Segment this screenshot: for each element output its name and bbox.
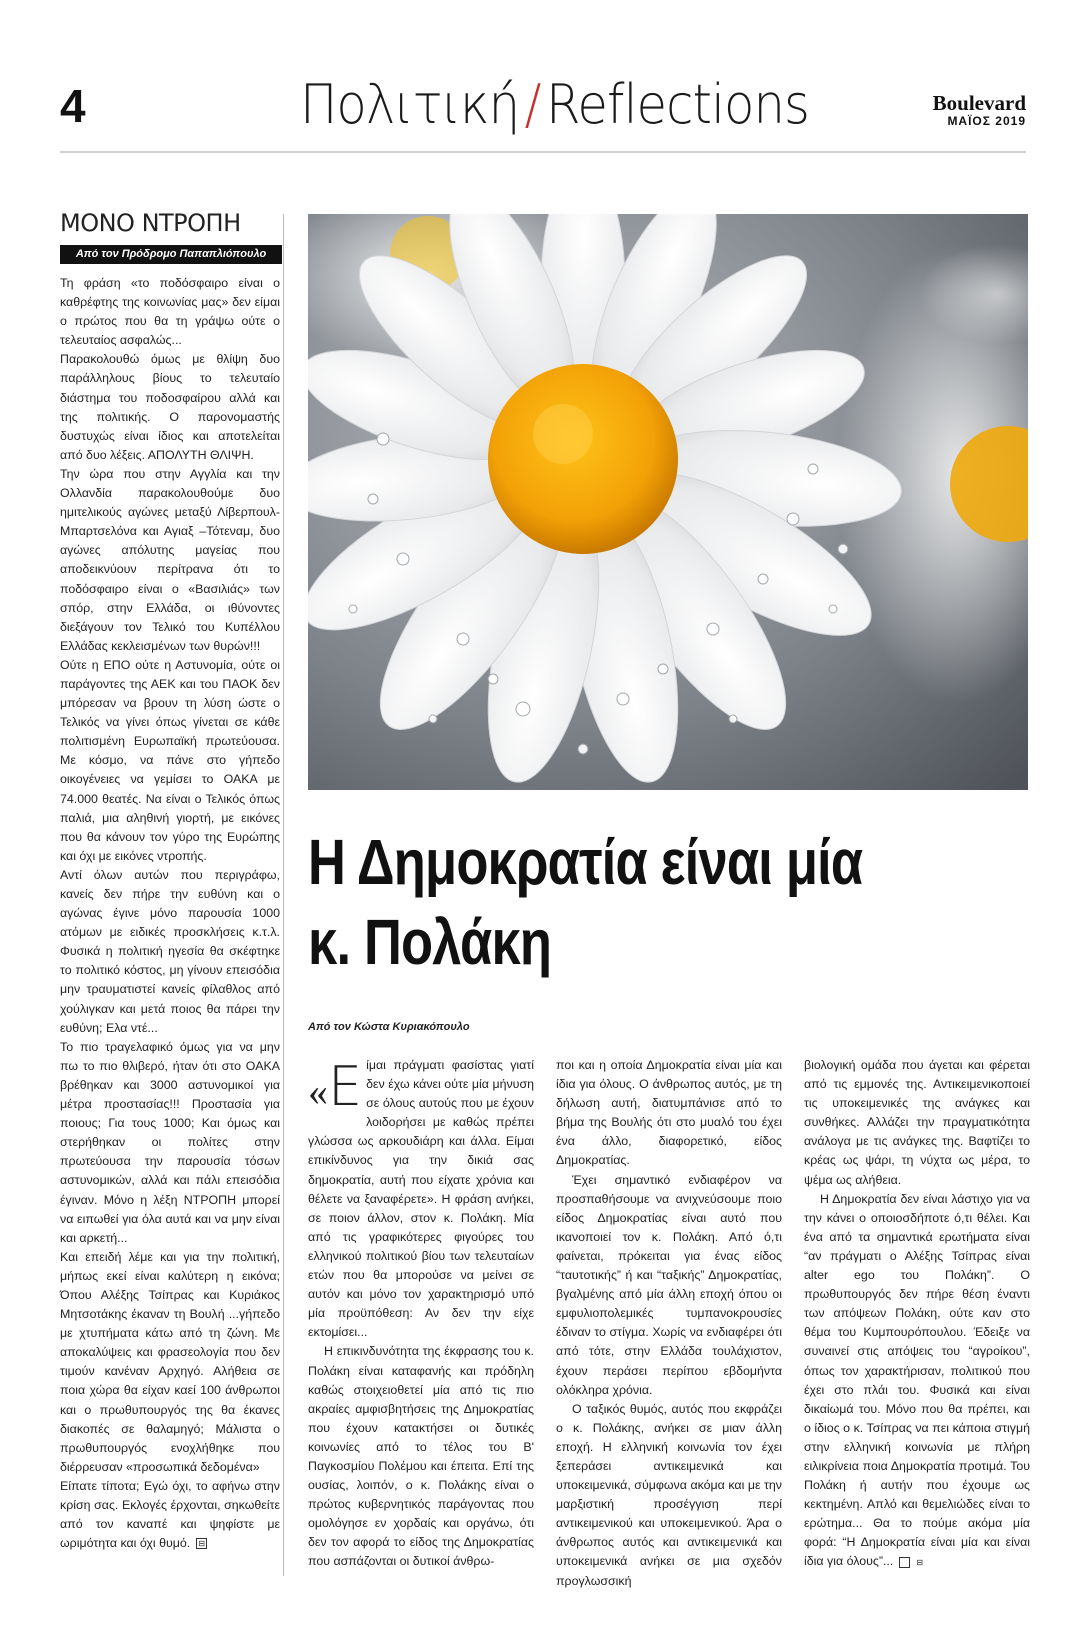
headline-line-2: κ. Πολάκη xyxy=(308,906,552,978)
opening-quote-mark: « xyxy=(308,1069,328,1114)
daisy-image xyxy=(308,214,1028,790)
article-column-2 xyxy=(556,1056,782,1591)
article-paragraph: ποι και η οποία Δημοκρατία είναι μία και ίδια για όλους. Ο άνθρωπος αυτός, με τη δήλωση αυτή, διατυμπάνισε από το βήμα της Βουλής ότι στο μυαλό του έχει ένα άλλο, διαφορετικό, είδος Δημοκρατίας. xyxy=(556,1058,782,1168)
article-paragraph: Ο ταξικός θυμός, αυτός που εκφράζει ο κ. Πολάκης, ανήκει σε μιαν άλλη εποχή. Η ελληνική κοινωνία τον έχει ξεπεράσει αντικειμενικά και υποκειμενικά, σύμφωνα ακόμα και με την μαρξιστική προσέγγιση περί αντικειμενικού και υποκειμενικού. Άρα ο άνθρωπος αυτός και αντικειμενικά και υποκειμενικά ανήκει σε μια σχεδόν προγλωσσική xyxy=(556,1401,782,1588)
left-paragraph: Ούτε η ΕΠΟ ούτε η Αστυνομία, ούτε οι παράγοντες της ΑΕΚ και του ΠΑΟΚ δεν μπόρεσαν να βρουν τη λύση ώστε ο Τελικός να γίνει όπως γίνεται σε κάθε πολιτισμένη Ευρωπαϊκή πρωτεύουσα. Με κόσμο, να πάνε στο γήπεδο οικογένειες να γεμίσει το ΟΑΚΑ με 74.000 θεατές. Να είναι ο Τελικός όπως παλιά, μια αληθινή γιορτή, με εικόνες που θα κάνουν τον γύρο της Ευρώπης και όχι με εικόνες ντροπής. xyxy=(60,657,280,863)
main-article-byline: Από τον Κώστα Κυριακόπουλο xyxy=(308,1021,470,1033)
end-of-article-icon: ⊟ xyxy=(899,1557,910,1568)
article-paragraph: Έχει σημαντικό ενδιαφέρον να προσπαθήσουμε να ανιχνεύσουμε ποιο είδος Δημοκρατίας είναι αυτό που ικανοποιεί τον κ. Πολάκη. Από ό,τι φαίνεται, πρόκειται για ένας είδος “ταυτοτικής” ή και “ταξικής” Δημοκρατίας, βγαλμένης από μία άλλη εποχή όπου οι εμφυλιοπολεμικές τυμπανοκρουσίες έδιναν το στίγμα. Χωρίς να ενδιαφέρει ότι από τότε, στην Ελλάδα τουλάχιστον, έχουν περάσει περίπου εβδομήντα ολόκληρα χρόνια. xyxy=(556,1172,782,1397)
article-column-1 xyxy=(308,1056,534,1572)
left-article-title: ΜΟΝΟ ΝΤΡΟΠΗ xyxy=(60,209,241,237)
article-paragraph xyxy=(804,1190,1030,1572)
end-of-article-icon: ⊟ xyxy=(196,1538,207,1549)
left-paragraph: Και επειδή λέμε και για την πολιτική, μήπως εκεί είναι καλύτερη η εικόνα; Όπου Αλέξης Τσίπρας και Κυριάκος Μητσοτάκης έκαναν τη Βουλή ...γήπεδο με χτυπήματα κάτω από τη ζώνη. Με αποκαλύψεις και φρασεολογία που δεν τιμούν κανέναν Αρχηγό. Αλήθεια σε ποια χώρα θα είχαν καεί 100 άνθρωποι και ο πρωθυπουργός της θα έκανες διακοπές σε θαλαμηγό; Μάλιστα ο πρωθυπουργός ενοχλήθηκε που διέρρευσαν «προσωπικά δεδομένα» xyxy=(60,1249,280,1474)
section-title-greek: Πολιτική xyxy=(300,73,520,136)
main-headline xyxy=(308,822,898,982)
drop-cap-group xyxy=(308,1055,363,1118)
page-number: 4 xyxy=(60,80,86,132)
left-article-byline: Από τον Πρόδρομο Παπαπλιόπουλο xyxy=(60,245,282,264)
left-paragraph: Την ώρα που στην Αγγλία και την Ολλανδία παρακολουθούμε δυο ημιτελικούς αγώνες μεταξύ Λίβερπουλ-Μπαρτσελόνα και Αγιαξ –Τότεναμ, δυο αγώνες απόλυτης μαγείας που αποδεικνύουν περίτρανα ότι το ποδόσφαιρο είναι ο «Βασιλιάς» των σπόρ, στην Ελλάδα, οι ιθύνοντες διεξάγουν τον Τελικό του Κυπέλλου Ελλάδας κεκλεισμένων των θυρών!!! xyxy=(60,466,280,653)
article-column-3 xyxy=(804,1056,1030,1572)
brand-name: Boulevard xyxy=(932,91,1026,115)
headline-line-1: Η Δημοκρατία είναι μία xyxy=(308,826,863,898)
left-paragraph xyxy=(60,1477,280,1553)
section-slash: / xyxy=(524,73,541,136)
article-paragraph: Η επικινδυνότητα της έκφρασης του κ. Πολάκη είναι καταφανής και πρόδηλη καθώς στοιχειοθετεί μία από τις πιο ακραίες αμφισβητήσεις της Δημοκρατίας που έχουν κατακτήσει οι δυτικές κοινωνίες από το τέλος του Β' Παγκοσμίου Πολέμου και έπειτα. Επί της ουσίας, λοιπόν, ο κ. Πολάκης είναι ο πρώτος κυβερνητικός παράγοντας που ομολόγησε εν χορδαίς και οργάνω, ότι δεν τον αφορά το είδος της Δημοκρατίας που ασπάζονται οι δυτικοί άνθρω- xyxy=(308,1344,534,1569)
section-title-english: Reflections xyxy=(546,73,809,136)
left-paragraph-text: Είπατε τίποτα; Εγώ όχι, το αφήνω στην κρίση σας. Εκλογές έρχονται, σηκωθείτε από τον καναπέ και ψηφίστε με ωριμότητα και όχι θυμό. xyxy=(60,1478,280,1551)
header-divider xyxy=(60,151,1026,153)
article-paragraph: ίμαι πράγματι φασίστας γιατί δεν έχω κάνει ούτε μία μήνυση σε όλους αυτούς που με έχουν λοιδορήσει με καθώς πρέπει γλώσσα ως αρκουδιάρη και άλλα. Είμαι επικίνδυνος για την δικιά σας δημοκρατία, αυτή που είχατε χρόνια και θέλετε να ξαναφέρετε». Η φράση ανήκει, σε ποιον άλλον, στον κ. Πολάκη. Μία από τις γραφικότερες φιγούρες του ελληνικού πολιτικού βίου των τελευταίων ετών που θα μπορούσε να μείνει σε αυτόν και μόνο τον χαρακτηρισμό υπό μία προϋπόθεση: Αν δεν την είχε εκτομίσει... xyxy=(308,1058,534,1340)
left-article-body xyxy=(60,274,280,1553)
left-paragraph: Αντί όλων αυτών που περιγράφω, κανείς δεν πήρε την ευθύνη και ο αγώνας έγινε μόνο παρουσία 1000 ατόμων με ειδικές προσκλήσεις κ.τ.λ. Φυσικά η πολιτική ηγεσία θα σκέφτηκε το πολιτικό κόστος, μη γίνουν επεισόδια μην τραυματιστεί κανείς φίλαθλος από χούλιγκαν και μετά ποιος θα πάρει την ευθύνη; Ελα ντέ... xyxy=(60,867,280,1035)
left-paragraph: Παρακολουθώ όμως με θλίψη δυο παράλληλους βίους το τελευταίο διάστημα του ποδοσφαίρου αλλά και της πολιτικής. Ο παρονομαστής δυστυχώς είναι ίδιος και αποτελείται από δυο λέξεις. ΑΠΟΛΥΤΗ ΘΛΙΨΗ. xyxy=(60,352,280,462)
left-paragraph: Τη φράση «το ποδόσφαιρο είναι ο καθρέφτης της κοινωνίας μας» δεν είμαι ο πρώτος που θα τη γράψω ούτε ο τελευταίος ασφαλώς... xyxy=(60,276,280,348)
drop-cap: Ε xyxy=(328,1055,363,1118)
daisy-photo xyxy=(308,214,1028,790)
issue-date: ΜΑΪΟΣ 2019 xyxy=(947,114,1026,128)
article-paragraph: βιολογική ομάδα που άγεται και φέρεται από τις εμμονές της. Αντικειμενικοποιεί τις υποκειμενικές της ανάγκες και συνθήκες. Αλλάζει την πραγματικότητα ανάλογα με τις ανάγκες της. Βαφτίζει το κρέας ως ψάρι, τη νύχτα ως μέρα, το ψέμα ως αλήθεια. xyxy=(804,1058,1030,1187)
column-divider xyxy=(283,214,284,1576)
section-title xyxy=(300,72,809,138)
article-paragraph-text: Η Δημοκρατία δεν είναι λάστιχο για να την κάνει ο οποιοσδήποτε ό,τι θέλει. Και ένα από τα σημαντικά ερωτήματα είναι “αν πράγματι ο Αλέξης Τσίπρας είναι alter ego του Πολάκη”. Ο πρωθυπουργός δεν πήρε θέση έναντι των απόψεων Πολάκη, ούτε καν στο θέμα του Κυμπουρόπουλου. Έδειξε να συναινεί στις απόψεις του “αγροίκου”, όπως τον χαρακτήρισαν, πολιτικού που έχει στο πλάι του. Φυσικά και είναι δικαίωμά του. Μόνο που θα πρέπει, και ο ίδιος ο κ. Τσίπρας να πει κάποια στιγμή στην ελληνική κοινωνία με πλήρη ειλικρίνεια ποια Δημοκρατία προτιμά. Του Πολάκη ή αυτήν που έχουμε ως κεκτημένη. Απλό και θεμελιώδες είναι το ερώτημα... Θα το πούμε ακόμα μία φορά: “Η Δημοκρατία είναι μία και είναι ίδια για όλους”... xyxy=(804,1191,1030,1569)
left-paragraph: Το πιο τραγελαφικό όμως για να μην πω το πιο θλιβερό, ήταν ότι στο ΟΑΚΑ βρέθηκαν και 3000 αστυνομικοί για μέτρα προστασίας!!! Προστασία για ποιους; Για τους 1000; Και όμως και στερήθηκαν οι πολίτες στην πρωτεύουσα την παρουσία τόσων αστυνομικών, αλλά και πάλι επεισόδια έγιναν. Μόνο η λέξη ΝΤΡΟΠΗ μπορεί να ειπωθεί για όλα αυτά και να μην είναι και αρκετή... xyxy=(60,1039,280,1245)
masthead-brand xyxy=(933,92,1026,128)
